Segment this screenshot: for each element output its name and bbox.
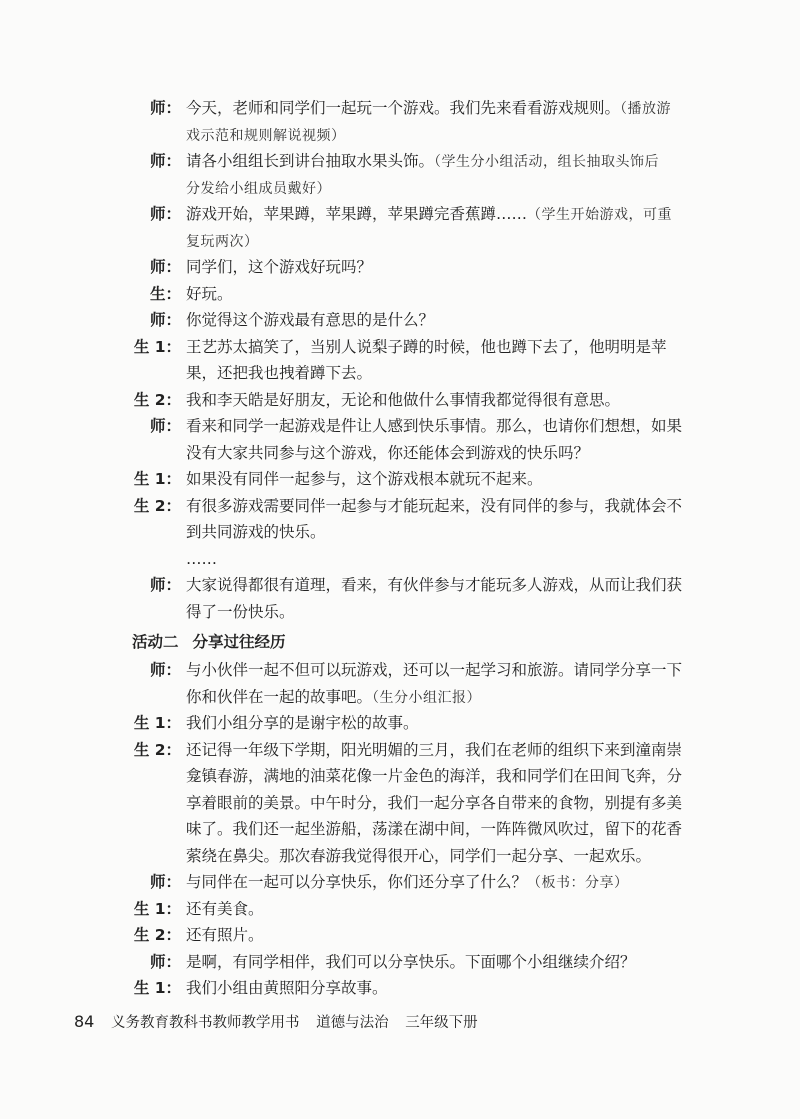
activity-label: 活动二	[132, 633, 179, 651]
dialogue-text: 请各小组组长到讲台抽取水果头饰。	[186, 152, 435, 170]
dialogue-text: ……	[186, 549, 217, 568]
dialogue-text: 还有美食。	[186, 899, 264, 918]
speaker-label: 师：	[149, 152, 181, 170]
dialogue-text: 享着眼前的美景。中午时分，我们一起分享各自带来的食物，别提有多美	[186, 793, 683, 812]
book-title: 义务教育教科书教师教学用书	[110, 1015, 300, 1031]
speaker-label: 师：	[149, 873, 181, 891]
dialogue-line	[186, 574, 682, 596]
dialogue-line	[186, 389, 620, 411]
dialogue-line	[186, 898, 264, 920]
dialogue-line	[186, 362, 372, 384]
speaker-label: 生 1：	[133, 470, 181, 488]
dialogue-line	[186, 521, 326, 543]
grade-name: 三年级下册	[405, 1015, 478, 1031]
dialogue-text: 得了一份快乐。	[186, 602, 295, 621]
dialogue-line	[186, 924, 264, 946]
dialogue-text: 我和李天皓是好朋友，无论和他做什么事情我都觉得很有意思。	[186, 390, 621, 409]
dialogue-line	[186, 150, 659, 173]
dialogue-line	[186, 845, 651, 867]
speaker-label: 生 2：	[133, 496, 181, 515]
dialogue-line	[186, 415, 682, 437]
dialogue-text: 没有大家共同参与这个游戏，你还能体会到游戏的快乐吗？	[186, 443, 590, 462]
dialogue-text: 与同伴在一起可以分享快乐，你们还分享了什么？	[186, 873, 528, 891]
dialogue-line	[186, 765, 682, 787]
speaker-label: 生 1：	[133, 714, 181, 732]
dialogue-text: 大家说得都很有道理，看来，有伙伴参与才能玩多人游戏，从而让我们获	[186, 576, 683, 594]
dialogue-text: 是啊，有同学相伴，我们可以分享快乐。下面哪个小组继续介绍？	[186, 952, 636, 971]
dialogue-line	[186, 203, 672, 226]
speaker-label: 生 1：	[133, 337, 181, 356]
dialogue-line	[186, 468, 543, 490]
stage-note: （学生开始游戏，可重	[527, 207, 673, 223]
speaker-label: 师：	[149, 952, 181, 971]
dialogue-line	[186, 495, 682, 517]
dialogue-text: 有很多游戏需要同伴一起参与才能玩起来，没有同伴的参与，我就体会不	[186, 496, 683, 515]
dialogue-text: 果，还把我也拽着蹲下去。	[186, 364, 373, 382]
dialogue-line	[186, 686, 481, 709]
dialogue-line	[186, 601, 295, 623]
speaker-label: 师：	[149, 99, 181, 117]
dialogue-line	[186, 659, 682, 681]
dialogue-text: 我们小组分享的是谢宇松的故事。	[186, 714, 419, 732]
dialogue-line	[186, 230, 259, 253]
stage-note: 戏示范和规则解说视频）	[186, 127, 346, 144]
speaker-label: 生 2：	[133, 740, 181, 759]
speaker-label: 师：	[149, 258, 181, 276]
dialogue-text: 你觉得这个游戏最有意思的是什么？	[186, 311, 435, 329]
dialogue-text: 游戏开始，苹果蹲，苹果蹲，苹果蹲完香蕉蹲……	[186, 205, 528, 223]
dialogue-line	[186, 871, 629, 894]
speaker-label: 生 2：	[133, 390, 181, 409]
dialogue-text: 如果没有同伴一起参与，这个游戏根本就玩不起来。	[186, 470, 543, 488]
dialogue-line	[186, 977, 388, 999]
dialogue-text: 还有照片。	[186, 926, 264, 944]
dialogue-text: 与小伙伴一起不但可以玩游戏，还可以一起学习和旅游。请同学分享一下	[186, 661, 683, 679]
dialogue-text: 龛镇春游，满地的油菜花像一片金色的海洋，我和同学们在田间飞奔，分	[186, 767, 683, 785]
page-number: 84	[74, 1012, 95, 1031]
speaker-label: 生 2：	[133, 926, 181, 944]
speaker-label: 师：	[149, 205, 181, 223]
dialogue-line	[186, 124, 346, 147]
page-footer	[74, 1011, 478, 1032]
dialogue-text: 看来和同学一起游戏是件让人感到快乐事情。那么，也请你们想想，如果	[186, 417, 683, 435]
dialogue-line	[186, 442, 589, 464]
dialogue-line	[186, 97, 671, 120]
speaker-label: 师：	[149, 417, 181, 435]
dialogue-line	[186, 792, 682, 814]
dialogue-line	[186, 283, 233, 305]
speaker-label: 生：	[149, 284, 181, 303]
dialogue-text: 还记得一年级下学期，阳光明媚的三月，我们在老师的组织下来到潼南崇	[186, 740, 683, 759]
dialogue-text: 味了。我们还一起坐游船，荡漾在湖中间，一阵阵微风吹过，留下的花香	[186, 820, 683, 838]
dialogue-text: 你和伙伴在一起的故事吧。	[186, 687, 373, 706]
dialogue-line	[186, 951, 636, 973]
speaker-label: 师：	[149, 311, 181, 329]
speaker-label: 师：	[149, 576, 181, 594]
dialogue-text: 我们小组由黄照阳分享故事。	[186, 979, 388, 997]
dialogue-line	[186, 336, 667, 358]
dialogue-text: 到共同游戏的快乐。	[186, 523, 326, 541]
dialogue-line	[186, 818, 682, 840]
dialogue-text: 同学们，这个游戏好玩吗？	[186, 258, 373, 276]
speaker-label: 生 1：	[133, 979, 181, 997]
stage-note: （学生分小组活动，组长抽取头饰后	[434, 154, 660, 170]
stage-note: （板书：分享）	[527, 875, 629, 891]
dialogue-line	[186, 739, 682, 761]
speaker-label: 生 1：	[133, 899, 181, 918]
stage-note: 分发给小组成员戴好）	[186, 180, 331, 197]
dialogue-text: 好玩。	[186, 284, 233, 303]
dialogue-line	[186, 548, 217, 570]
stage-note: 复玩两次）	[186, 233, 259, 250]
stage-note: （生分小组汇报）	[372, 689, 482, 706]
stage-note: （播放游	[620, 101, 672, 117]
dialogue-text: 王艺苏太搞笑了，当别人说梨子蹲的时候，他也蹲下去了，他明明是苹	[186, 337, 667, 356]
dialogue-line	[186, 309, 434, 331]
subject-name: 道德与法治	[316, 1015, 389, 1031]
dialogue-line	[186, 712, 419, 734]
activity-title: 分享过往经历	[192, 633, 286, 651]
dialogue-line	[186, 256, 372, 278]
activity-heading	[132, 631, 286, 653]
speaker-label: 师：	[149, 661, 181, 679]
dialogue-line	[186, 177, 331, 200]
dialogue-text: 萦绕在鼻尖。那次春游我觉得很开心，同学们一起分享、一起欢乐。	[186, 846, 652, 865]
dialogue-text: 今天，老师和同学们一起玩一个游戏。我们先来看看游戏规则。	[186, 99, 621, 117]
